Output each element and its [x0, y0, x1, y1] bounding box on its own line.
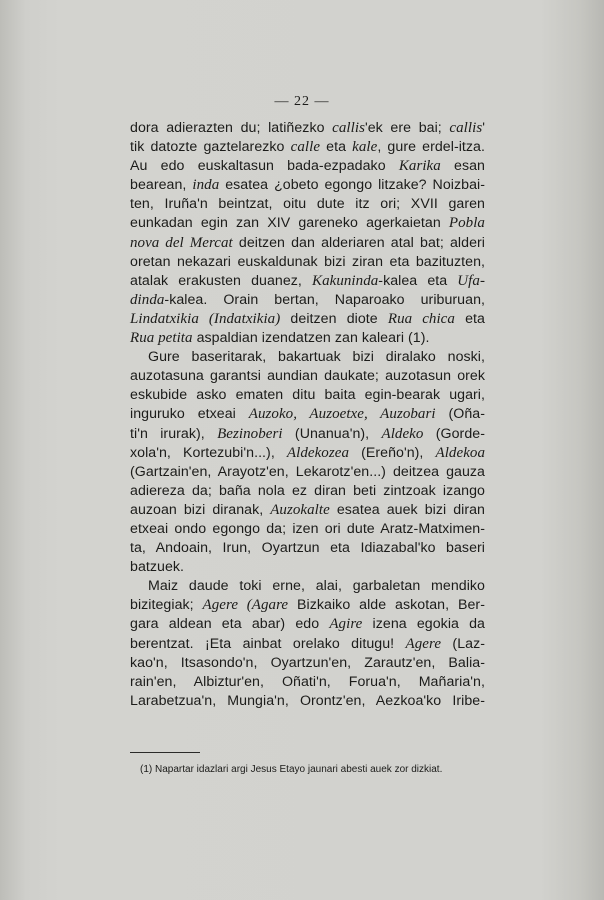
- italic-term: Agire: [329, 616, 363, 633]
- text-line: [130, 425, 485, 444]
- italic-term: kale: [352, 139, 378, 156]
- text-line: [130, 482, 485, 501]
- text-run: (Oña-: [435, 406, 485, 423]
- text-line: [130, 615, 485, 634]
- text-run: dora adierazten du; latiñezko: [130, 120, 333, 136]
- text-run: esatea auek bizi diran: [329, 501, 485, 518]
- italic-term: dinda: [130, 291, 165, 308]
- italic-term: Pobla: [448, 215, 485, 232]
- text-run: esan: [440, 158, 485, 175]
- text-run: auzoan bizi diranak,: [130, 501, 271, 518]
- text-run: inguruko etxeai: [130, 406, 249, 423]
- text-run: eskubide asko ematen ditu baita egin-bearak ugari,: [130, 387, 485, 404]
- text-run: esatea ¿obeto egongo litzake? Noizbai-: [219, 177, 485, 194]
- text-run: Gure baseritarak, bakartuak bizi diralako noski,: [148, 349, 485, 366]
- text-line: [130, 234, 485, 253]
- text-run: aspaldian izendatzen zan kaleari (1).: [192, 330, 430, 347]
- text-line: [130, 348, 485, 367]
- text-line: [130, 405, 485, 424]
- text-run: Au edo euskaltasun bada-ezpadako: [130, 158, 399, 175]
- text-line: [130, 291, 485, 310]
- text-run: Larabetzua'n, Mungia'n, Orontz'en, Aezkoa'ko Iribe-: [130, 692, 485, 709]
- text-run: ten, Iruña'n beintzat, oitu dute itz ori; XVII garen: [130, 196, 485, 213]
- text-run: (Laz-: [441, 635, 485, 652]
- text-run: bearean,: [130, 177, 193, 194]
- text-line: [130, 596, 485, 615]
- italic-term: Agere: [405, 635, 442, 652]
- italic-term: callis: [332, 120, 365, 136]
- text-run: eunkadan egin zan XIV gareneko agerkaietan: [130, 215, 449, 232]
- text-line: [130, 463, 485, 482]
- footnote: (1) Napartar idazlari argi Jesus Etayo jaunari abesti auek zor dizkiat.: [140, 764, 443, 775]
- text-line: [130, 329, 485, 348]
- text-run: oretan nekazari euskaldunak bizi ziran eta bazituzten,: [130, 253, 485, 270]
- italic-term: nova del Mercat: [130, 234, 233, 251]
- text-line: [130, 386, 485, 405]
- text-run: auzotasuna garantsi aundian daukate; auzotasun orek: [130, 368, 485, 385]
- text-line: [130, 539, 485, 558]
- italic-term: Aldekozea: [286, 444, 349, 461]
- text-line: [130, 119, 485, 138]
- italic-term: Auzokalte: [270, 501, 330, 518]
- text-run: batzuek.: [130, 559, 185, 576]
- text-run: rain'en, Albiztur'en, Oñati'n, Forua'n, Mañaria'n,: [130, 673, 485, 690]
- text-run: berentzat. ¡Eta ainbat orelako ditugu!: [130, 635, 406, 652]
- text-line: [130, 501, 485, 520]
- italic-term: Rua petita: [130, 330, 193, 347]
- text-run: 'ek ere bai;: [364, 120, 450, 136]
- text-run: -kalea. Orain bertan, Naparoako uriburuan,: [164, 291, 485, 308]
- text-line: [130, 520, 485, 539]
- text-run: bizitegiak;: [130, 597, 203, 614]
- italic-term: Auzoko, Auzoetxe, Auzobari: [248, 406, 436, 423]
- text-line: [130, 272, 485, 291]
- text-run: -kalea eta: [378, 272, 458, 289]
- text-run: Maiz daude toki erne, alai, garbaletan mendiko: [148, 578, 485, 595]
- page-number: — 22 —: [274, 94, 330, 109]
- text-run: deitzen diote: [280, 310, 388, 327]
- text-run: xola'n, Kortezubi'n...),: [130, 444, 287, 461]
- text-line: [130, 635, 485, 654]
- text-line: [130, 310, 485, 329]
- italic-term: calle: [290, 139, 321, 156]
- italic-term: callis: [449, 120, 483, 136]
- text-line: [130, 444, 485, 463]
- text-line: [130, 673, 485, 692]
- text-line: [130, 367, 485, 386]
- text-run: , gure erdel-itza.: [377, 139, 485, 156]
- text-run: (Gartzain'en, Arayotz'en, Lekarotz'en...) deitzea gauza: [130, 463, 485, 480]
- italic-term: Bezinoberi: [217, 425, 283, 442]
- italic-term: Ufa-: [457, 272, 485, 289]
- italic-term: Aldeko: [381, 425, 424, 442]
- text-run: Bizkaiko alde askotan, Ber-: [288, 597, 485, 614]
- text-line: [130, 176, 485, 195]
- italic-term: Lindatxikia (Indatxikia): [130, 310, 281, 327]
- text-run: gara aldean eta abar) edo: [130, 616, 330, 633]
- footnote-rule: [130, 752, 200, 753]
- text-run: tik datozte gaztelarezko: [130, 139, 291, 156]
- text-run: (Unanua'n),: [282, 425, 382, 442]
- text-run: kao'n, Itsasondo'n, Oyartzun'en, Zarautz'en, Balia-: [130, 654, 485, 671]
- text-run: (Ereño'n),: [349, 444, 436, 461]
- italic-term: inda: [192, 177, 220, 194]
- text-line: [130, 253, 485, 272]
- text-line: [130, 692, 485, 711]
- text-run: ': [482, 120, 485, 136]
- text-run: atalak erakusten duanez,: [130, 272, 313, 289]
- text-line: [130, 577, 485, 596]
- text-line: [130, 214, 485, 233]
- text-run: adiereza da; baña nola ez diran beti zintzoak izango: [130, 482, 485, 499]
- body-text: [130, 119, 485, 711]
- text-run: deitzen dan alderiaren atal bat; alderi: [232, 234, 485, 251]
- text-line: [130, 157, 485, 176]
- italic-term: Agere (Agare: [202, 597, 289, 614]
- italic-term: Rua chica: [387, 310, 455, 327]
- italic-term: Kakuninda: [312, 272, 379, 289]
- text-run: etxeai ondo egongo da; izen ori dute Aratz-Matximen-: [130, 520, 485, 537]
- text-line: [130, 558, 485, 577]
- text-run: (Gorde-: [423, 425, 485, 442]
- text-run: ti'n irurak),: [130, 425, 218, 442]
- text-run: izena egokia da: [362, 616, 485, 633]
- text-run: eta: [320, 139, 353, 156]
- italic-term: Karika: [398, 158, 441, 175]
- text-run: eta: [454, 310, 485, 327]
- text-run: ta, Andoain, Irun, Oyartzun eta Idiazabal'ko baseri: [130, 540, 485, 557]
- text-line: [130, 654, 485, 673]
- text-line: [130, 138, 485, 157]
- italic-term: Aldekoa: [435, 444, 485, 461]
- text-line: [130, 195, 485, 214]
